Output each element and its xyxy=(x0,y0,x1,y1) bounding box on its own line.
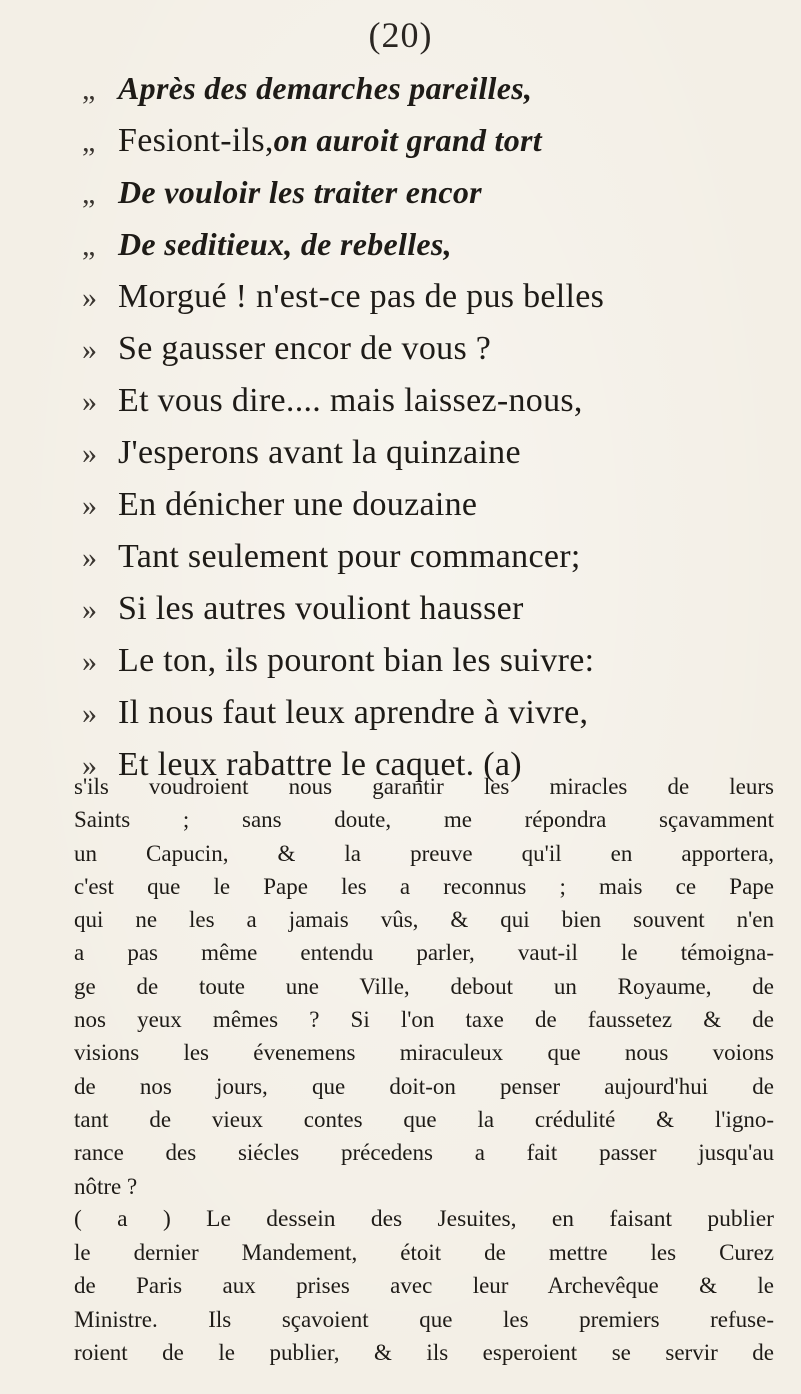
verse-line xyxy=(82,642,782,694)
verse-text: Tant seulement pour commancer; xyxy=(118,538,581,575)
verse-line xyxy=(82,330,782,382)
prose-line: de nos jours, que doit-on penser aujourd'hui de xyxy=(74,1073,774,1099)
prose-line: c'est que le Pape les a reconnus ; mais ce Pape xyxy=(74,873,774,899)
footnote-line: roient de le publier, & ils esperoient se servir de xyxy=(74,1340,774,1366)
verse-text: Et vous dire.... mais laissez-nous, xyxy=(118,382,583,419)
quote-mark: „ xyxy=(82,73,96,106)
verse-text: J'esperons avant la quinzaine xyxy=(118,434,521,471)
prose-block xyxy=(74,770,774,1369)
verse-text-italic: on auroit grand tort xyxy=(273,122,542,158)
verse-text: Le ton, ils pouront bian les suivre: xyxy=(118,642,595,679)
verse-line xyxy=(82,590,782,642)
verse-line xyxy=(82,226,782,278)
verse-text: Morgué ! n'est-ce pas de pus belles xyxy=(118,278,605,315)
verse-text: De seditieux, de rebelles, xyxy=(118,226,452,262)
quote-mark: » xyxy=(82,437,97,470)
verse-text: Si les autres vouliont hausser xyxy=(118,590,524,627)
verse-text: Et leux rabattre le caquet. (a) xyxy=(118,746,522,783)
quote-mark: „ xyxy=(82,177,96,210)
quote-mark: » xyxy=(82,333,97,366)
verse-line xyxy=(82,174,782,226)
quote-mark: » xyxy=(82,697,97,730)
verse-line xyxy=(82,382,782,434)
footnote-line: le dernier Mandement, étoit de mettre les Curez xyxy=(74,1240,774,1266)
prose-line: tant de vieux contes que la crédulité & l'igno- xyxy=(74,1106,774,1132)
quote-mark: » xyxy=(82,489,97,522)
verse-text: De vouloir les traiter encor xyxy=(118,174,482,210)
page-number: (20) xyxy=(368,15,433,55)
verse-text: Se gausser encor de vous ? xyxy=(118,330,492,367)
quote-mark: » xyxy=(82,593,97,626)
prose-line: a pas même entendu parler, vaut-il le témoigna- xyxy=(74,940,774,966)
quote-mark: » xyxy=(82,281,97,314)
verse-line xyxy=(82,694,782,746)
footnote-line: Ministre. Ils sçavoient que les premiers refuse- xyxy=(74,1306,774,1332)
verse-line xyxy=(82,70,782,122)
prose-line: rance des siécles précedens a fait passer jusqu'au xyxy=(74,1140,774,1166)
prose-line: ge de toute une Ville, debout un Royaume, de xyxy=(74,973,774,999)
prose-line: nôtre ? xyxy=(74,1173,138,1199)
quote-mark: » xyxy=(82,749,97,782)
prose-line: s'ils voudroient nous garantir les miracles de leurs xyxy=(74,774,774,799)
prose-line: visions les évenemens miraculeux que nous voions xyxy=(74,1040,774,1066)
prose-line: un Capucin, & la preuve qu'il en apportera, xyxy=(74,840,774,866)
prose-line: nos yeux mêmes ? Si l'on taxe de faussetez & de xyxy=(74,1007,774,1033)
verse-line xyxy=(82,434,782,486)
footnote-line: ( a ) Le dessein des Jesuites, en faisant publier xyxy=(74,1205,774,1232)
verse-text-roman: Fesiont-ils, xyxy=(118,122,274,159)
quote-mark: » xyxy=(82,645,97,678)
quote-mark: „ xyxy=(82,229,96,262)
prose-line: qui ne les a jamais vûs, & qui bien souvent n'en xyxy=(74,907,774,933)
quote-mark: » xyxy=(82,385,97,418)
quote-mark: „ xyxy=(82,125,96,158)
verse-text: En dénicher une douzaine xyxy=(118,486,478,523)
verse-block xyxy=(82,70,782,798)
verse-line xyxy=(82,486,782,538)
verse-text: Il nous faut leux aprendre à vivre, xyxy=(118,694,589,731)
verse-line xyxy=(82,538,782,590)
prose-line: Saints ; sans doute, me répondra sçavamment xyxy=(74,807,774,833)
verse-line xyxy=(82,122,782,174)
quote-mark: » xyxy=(82,541,97,574)
footnote-line: de Paris aux prises avec leur Archevêque & le xyxy=(74,1273,774,1299)
verse-line xyxy=(82,278,782,330)
verse-text: Après des demarches pareilles, xyxy=(118,70,533,106)
